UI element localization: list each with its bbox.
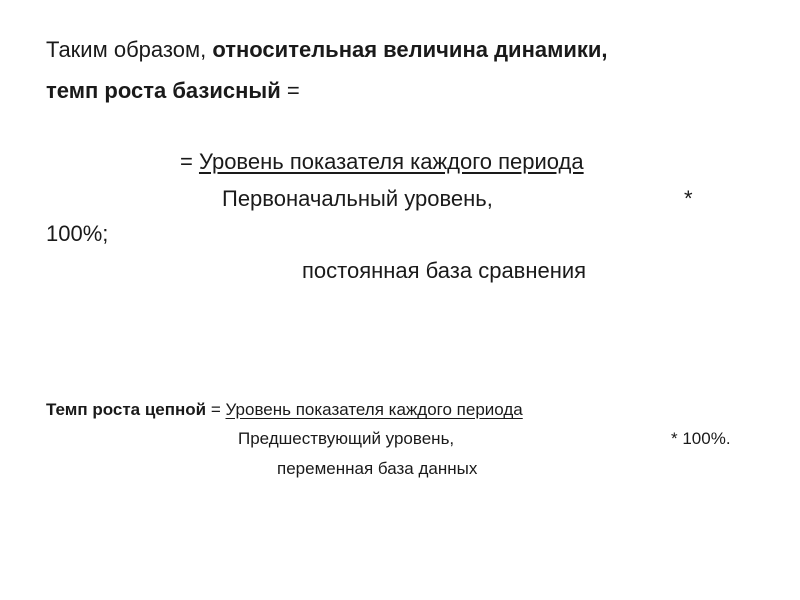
basic-denominator: Первоначальный уровень, — [222, 186, 493, 211]
basic-note: постоянная база сравнения — [302, 258, 587, 283]
intro-bold-text: относительная величина динамики, — [212, 37, 608, 62]
intro-line-2 — [46, 80, 300, 102]
intro-eq-sign: = — [280, 78, 300, 103]
chain-formula-line — [46, 401, 523, 418]
basic-formula-numerator-line — [180, 151, 584, 173]
chain-denominator: Предшествующий уровень, — [238, 429, 455, 448]
basic-multiply-sign: * — [684, 186, 693, 211]
basic-numerator: Уровень показателя каждого периода — [198, 149, 584, 174]
basic-percent: 100%; — [46, 221, 109, 246]
chain-growth-title: Темп роста цепной — [46, 400, 207, 419]
intro-line-1 — [46, 39, 608, 61]
basic-growth-title: темп роста базисный — [46, 78, 281, 103]
chain-multiply-percent: * 100%. — [671, 429, 731, 448]
basic-eq-sign: = — [180, 149, 199, 174]
intro-prefix: Таким образом, — [46, 37, 213, 62]
chain-eq-sign: = — [206, 400, 226, 419]
chain-note: переменная база данных — [277, 459, 478, 478]
chain-numerator: Уровень показателя каждого периода — [225, 400, 523, 419]
